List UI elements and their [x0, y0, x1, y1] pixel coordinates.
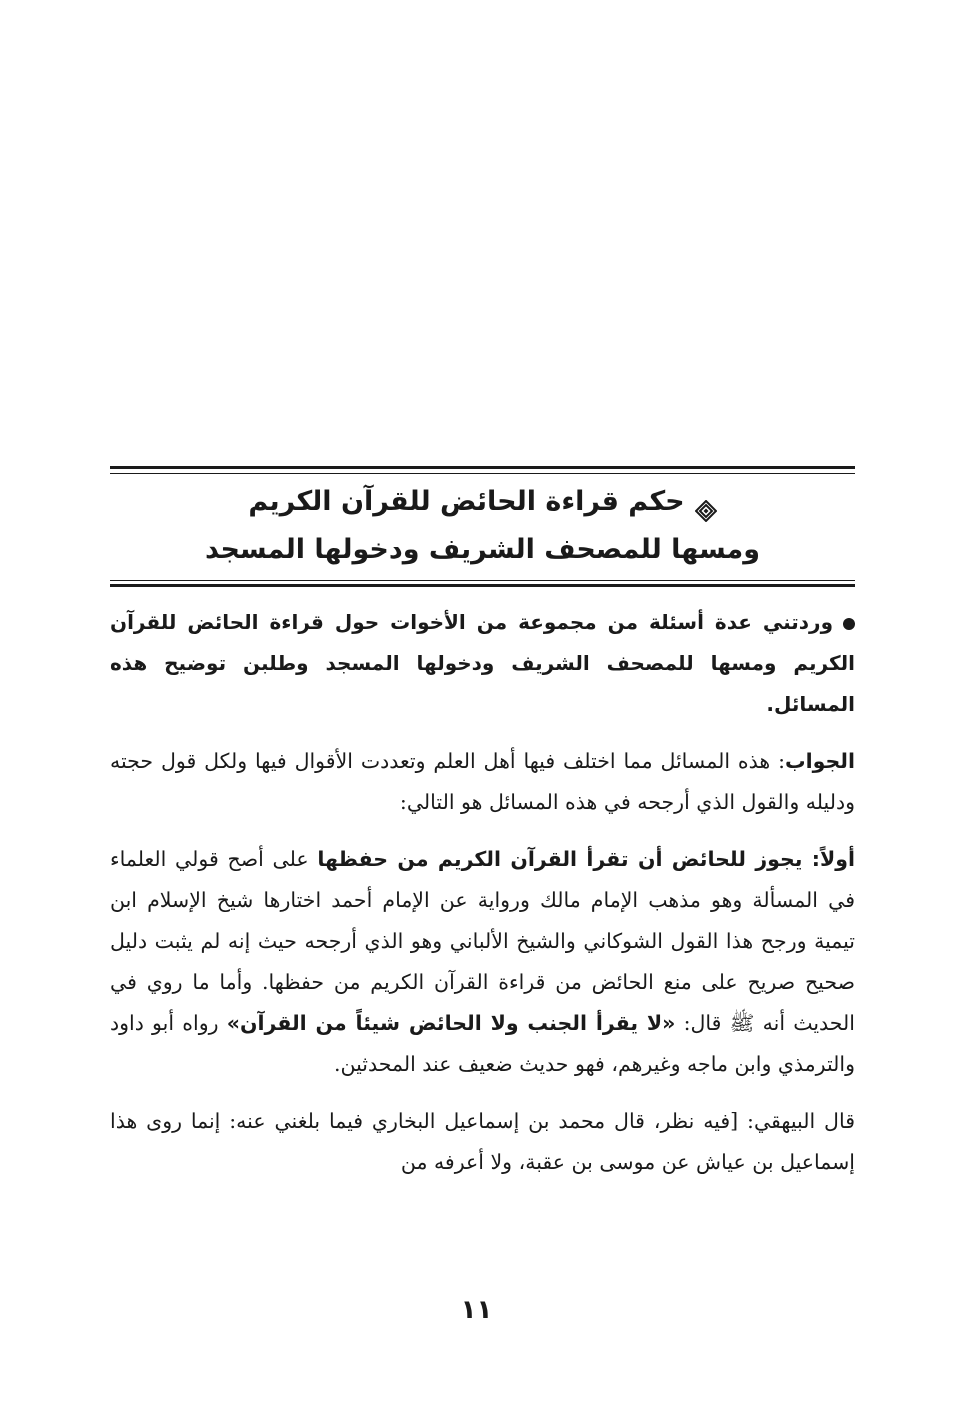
question-text: وردتني عدة أسئلة من مجموعة من الأخوات حول قراءة الحائض للقرآن الكريم ومسها للمصحف الشريف ودخولها المسجد وطلبن توضيح هذه المسائل. — [110, 610, 855, 716]
heading-title-line-1: حكم قراءة الحائض للقرآن الكريم — [248, 486, 685, 517]
top-rule-thick — [110, 466, 855, 469]
page-number: ١١ — [460, 1295, 493, 1325]
first-point-text-end: رواه أبو داود والترمذي وابن ماجه وغيرهم، فهو حديث ضعيف عند المحدثين. — [110, 1011, 855, 1076]
hadith-quote: «لا يقرأ الجنب ولا الحائض شيئاً من القرآن» — [226, 1011, 676, 1035]
diamond-ornament-icon — [695, 490, 717, 512]
answer-text: : هذه المسائل مما اختلف فيها أهل العلم وتعددت الأقوال فيها ولكل قول حجته ودليله والقول الذي أرجحه في هذه المسائل هو التالي: — [110, 749, 855, 814]
body-text — [110, 602, 855, 1199]
first-point-label: أولاً: يجوز للحائض أن تقرأ القرآن الكريم من حفظها — [317, 847, 855, 871]
top-rule-thin — [110, 473, 855, 474]
heading-title-line-2: ومسها للمصحف الشريف ودخولها المسجد — [204, 534, 761, 565]
bayhaqi-text: قال البيهقي: [فيه نظر، قال محمد بن إسماعيل البخاري فيما بلغني عنه: إنما روى هذا إسماعيل بن عياش عن موسى بن عقبة، ولا أعرفه من — [110, 1109, 855, 1174]
bullet-icon — [843, 618, 855, 630]
answer-paragraph — [110, 741, 855, 823]
bottom-rule-thick — [110, 584, 855, 587]
bottom-rule-thin — [110, 580, 855, 581]
heading-line-1 — [110, 478, 855, 526]
section-heading — [110, 478, 855, 576]
first-point-paragraph — [110, 839, 855, 1085]
question-paragraph — [110, 602, 855, 725]
bayhaqi-paragraph — [110, 1101, 855, 1183]
answer-label: الجواب — [785, 749, 855, 773]
first-point-text: على أصح قولي العلماء في المسألة وهو مذهب الإمام مالك ورواية عن الإمام أحمد اختارها شيخ الإسلام ابن تيمية ورجح هذا القول الشوكاني والشيخ الألباني وهو الذي أرجحه حيث إنه لم يثبت دليل صحيح صريح على منع الحائض من قراءة القرآن الكريم من حفظها. وأما ما روي في الحديث أنه ﷺ قال: — [110, 847, 855, 1035]
